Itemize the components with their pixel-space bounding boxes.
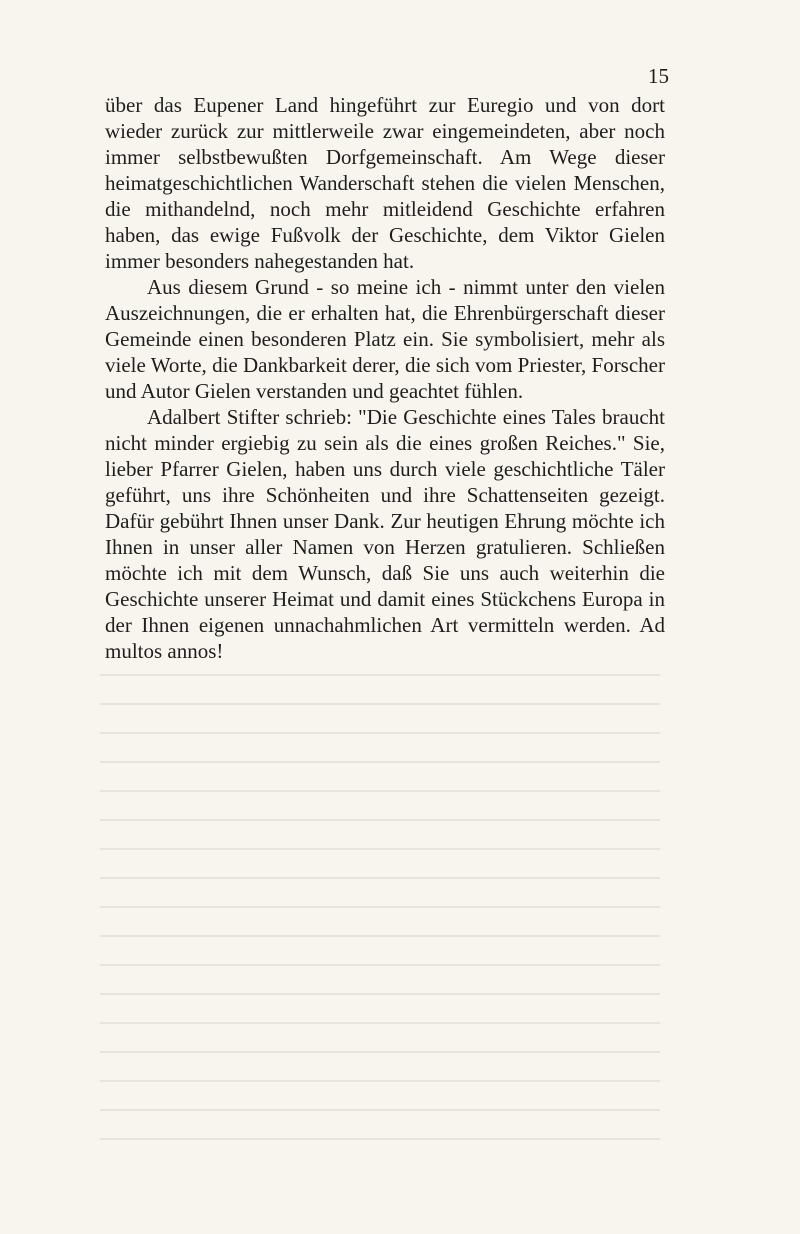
paragraph-2: Aus diesem Grund - so meine ich - nimmt unter den vielen Auszeichnungen, die er erhalten hat, die Ehrenbürgerschaft dieser Gemeinde einen besonderen Platz ein. Sie symbolisiert, mehr als viele Worte, die Dankbarkeit derer, die sich vom Priester, Forscher und Autor Gielen verstanden und geachtet fühlen. xyxy=(105,275,665,403)
body-text xyxy=(105,92,665,664)
paragraph-3: Adalbert Stifter schrieb: "Die Geschichte eines Tales braucht nicht minder ergiebig zu sein als die eines großen Reiches." Sie, lieber Pfarrer Gielen, haben uns durch viele geschichtliche Täler geführt, uns ihre Schönheiten und ihre Schattenseiten gezeigt. Dafür gebührt Ihnen unser Dank. Zur heutigen Ehrung möchte ich Ihnen in unser aller Namen von Herzen gratulieren. Schließen möchte ich mit dem Wunsch, daß Sie uns auch weiterhin die Geschichte unserer Heimat und damit eines Stückchens Europa in der Ihnen eigenen unnachahmlichen Art vermitteln werden. Ad multos annos! xyxy=(105,405,665,663)
page-number: 15 xyxy=(648,64,669,88)
paragraph-1: über das Eupener Land hingeführt zur Euregio und von dort wieder zurück zur mittlerweile zwar eingemeindeten, aber noch immer selbstbewußten Dorfgemeinschaft. Am Wege dieser heimatgeschichtlichen Wanderschaft stehen die vielen Menschen, die mithandelnd, noch mehr mitleidend Geschichte erfahren haben, das ewige Fußvolk der Geschichte, dem Viktor Gielen immer besonders nahegestanden hat. xyxy=(105,93,665,273)
bleed-through-text xyxy=(100,660,660,1140)
